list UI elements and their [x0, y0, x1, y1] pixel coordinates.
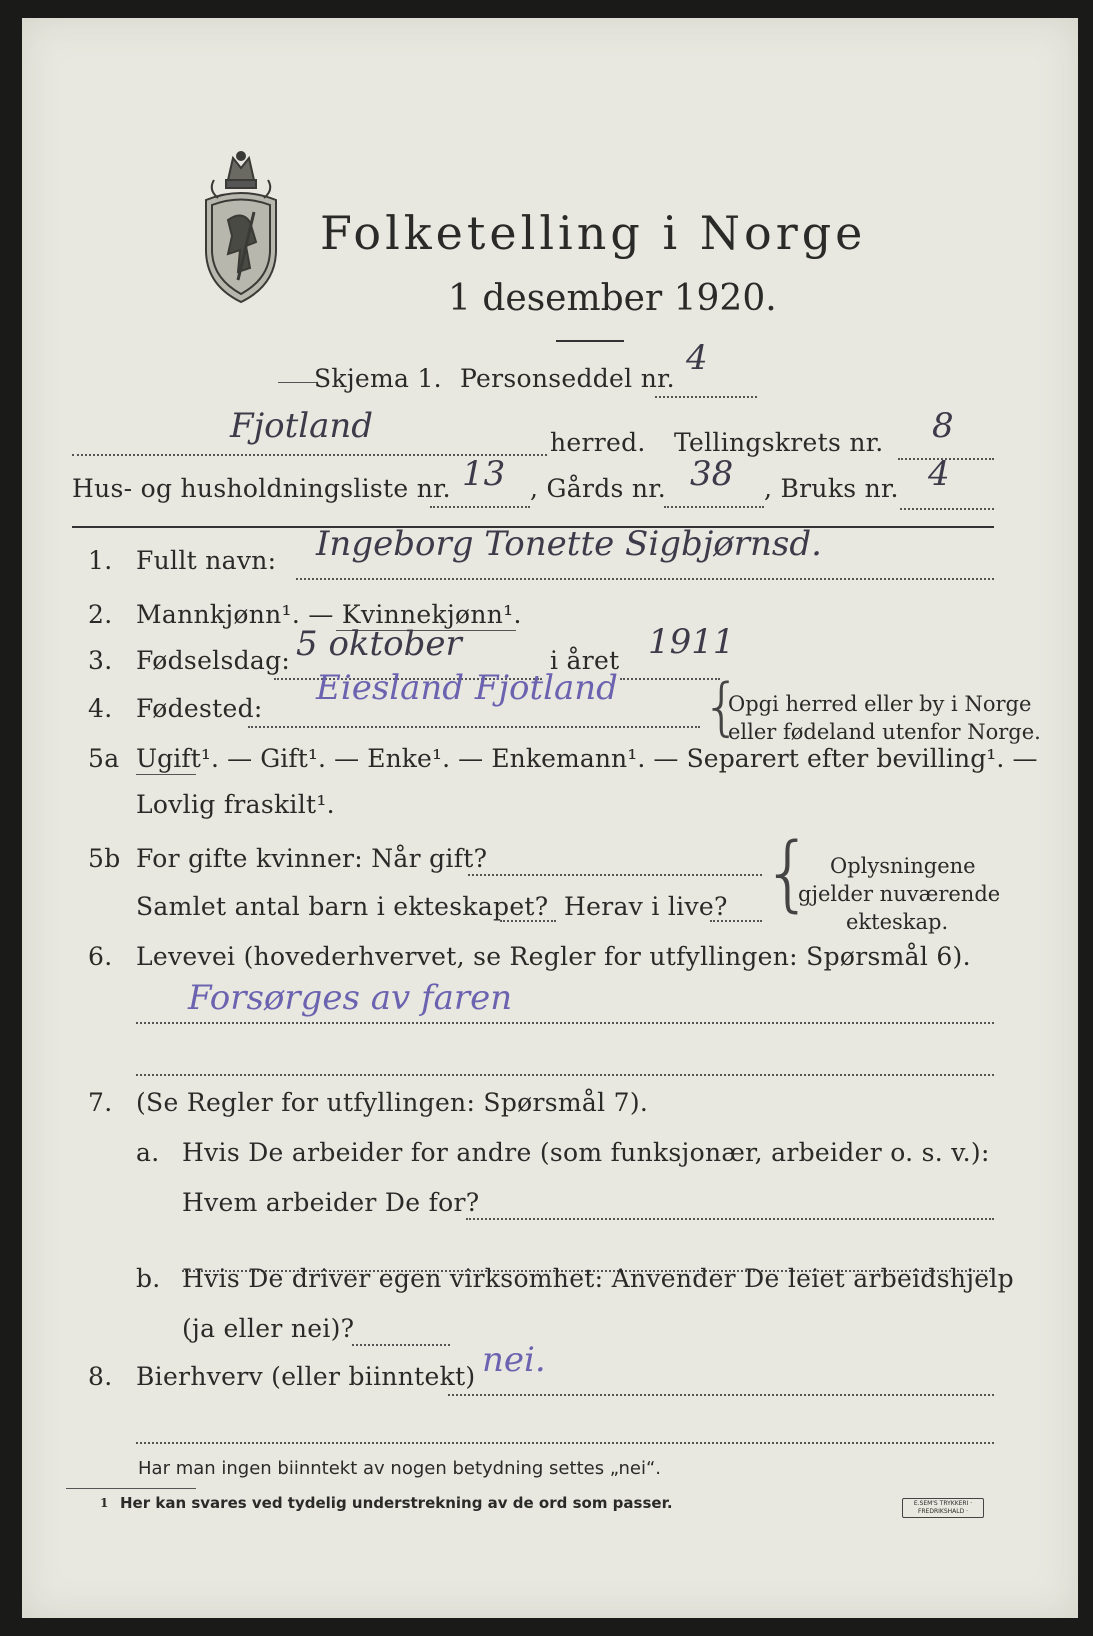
q4-number: 4.	[88, 694, 113, 723]
q1-number: 1.	[88, 546, 113, 575]
q5a-line-1: Ugift¹. — Gift¹. — Enke¹. — Enkemann¹. — Separert efter bevilling¹. —	[136, 744, 1038, 773]
title-divider	[556, 340, 624, 342]
form-title: Folketelling i Norge	[320, 206, 867, 260]
q4-brace: {	[702, 670, 742, 743]
husholdning-dots	[430, 506, 530, 508]
q5b-line-1: For gifte kvinner: Når gift?	[136, 844, 488, 873]
q4-label: Fødested:	[136, 694, 263, 723]
bruks-value: 4	[928, 454, 950, 494]
coat-of-arms-icon	[198, 150, 284, 306]
q4-value: Eiesland Fjotland	[316, 668, 618, 708]
census-date: 1 desember 1920.	[448, 278, 777, 319]
q7a-line-1: Hvis De arbeider for andre (som funksjonær, arbeider o. s. v.):	[182, 1138, 990, 1167]
tellingskrets-label: Tellingskrets nr.	[674, 428, 884, 457]
q7-number: 7.	[88, 1088, 113, 1117]
tellingskrets-value: 8	[932, 406, 954, 446]
gards-value: 38	[690, 454, 734, 494]
printer-stamp	[902, 1498, 984, 1518]
q7a-letter: a.	[136, 1138, 160, 1167]
q5b-line-2b: Herav i live?	[564, 892, 728, 921]
personseddel-value: 4	[686, 338, 708, 378]
footer-note: Har man ingen biinntekt av nogen betydning settes „nei“.	[138, 1458, 662, 1479]
q6-line-1	[136, 1022, 994, 1024]
q7a-employer-dots	[466, 1218, 994, 1220]
q3-year-label: i året	[550, 646, 620, 675]
q7b-line-1: Hvis De driver egen virksomhet: Anvender De leiet arbeidshjelp	[182, 1264, 1014, 1293]
q8-number: 8.	[88, 1362, 113, 1391]
q8-dots	[448, 1394, 994, 1396]
q4-note-2: eller fødeland utenfor Norge.	[728, 720, 1041, 744]
husholdning-value: 13	[462, 454, 506, 494]
q3-day-value: 5 oktober	[296, 624, 462, 664]
gards-dots	[664, 506, 764, 508]
personseddel-dots	[655, 396, 757, 398]
q2-label: Mannkjønn¹. — Kvinnekjønn¹.	[136, 600, 522, 629]
q5b-line-2a: Samlet antal barn i ekteskapet?	[136, 892, 549, 921]
q7b-answer-dots	[352, 1344, 450, 1346]
herred-value: Fjotland	[230, 406, 374, 446]
q1-value: Ingeborg Tonette Sigbjørnsd.	[316, 524, 822, 564]
footnote-text: Her kan svares ved tydelig understrekning av de ord som passer.	[120, 1494, 673, 1512]
footnote-mark: 1	[100, 1496, 109, 1510]
census-form	[22, 18, 1078, 1618]
bruks-label: , Bruks nr.	[764, 474, 899, 503]
q6-label: Levevei (hovederhvervet, se Regler for utfyllingen: Spørsmål 6).	[136, 942, 971, 971]
q5a-underline	[136, 774, 196, 775]
q6-line-2	[136, 1074, 994, 1076]
q6-number: 6.	[88, 942, 113, 971]
q5b-alive-dots	[710, 920, 762, 922]
q1-dots	[296, 578, 994, 580]
q5b-number: 5b	[88, 844, 121, 873]
printer-stamp-text: E.SEM'S TRYKKERI · FREDRIKSHALD ·	[913, 1500, 973, 1515]
q3-label: Fødselsdag:	[136, 646, 291, 675]
q5b-note-3: ekteskap.	[846, 910, 949, 934]
q7-label: (Se Regler for utfyllingen: Spørsmål 7).	[136, 1088, 649, 1117]
q5b-brace: {	[762, 826, 815, 921]
schema-label: Skjema 1.	[314, 364, 442, 393]
q7b-letter: b.	[136, 1264, 161, 1293]
footnote-rule	[66, 1488, 196, 1489]
q5a-line-2: Lovlig fraskilt¹.	[136, 790, 335, 819]
schema-strike	[278, 382, 318, 383]
bruks-dots	[900, 508, 994, 510]
personseddel-label: Personseddel nr.	[460, 364, 675, 393]
q7a-line-2: Hvem arbeider De for?	[182, 1188, 480, 1217]
q1-label: Fullt navn:	[136, 546, 277, 575]
q5b-married-dots	[468, 874, 762, 876]
gards-label: , Gårds nr.	[530, 474, 667, 503]
q8-value: nei.	[482, 1340, 546, 1380]
q7b-line-2: (ja eller nei)?	[182, 1314, 355, 1343]
q4-dots	[248, 726, 700, 728]
q5b-children-dots	[500, 920, 556, 922]
q2-number: 2.	[88, 600, 113, 629]
q3-year-value: 1911	[648, 622, 735, 662]
q6-value: Forsørges av faren	[188, 978, 513, 1018]
q8-label: Bierhverv (eller biinntekt)	[136, 1362, 476, 1391]
q5b-note-1: Oplysningene	[830, 854, 976, 878]
herred-label: herred.	[550, 428, 646, 457]
husholdning-label: Hus- og husholdningsliste nr.	[72, 474, 451, 503]
q3-number: 3.	[88, 646, 113, 675]
q8-extra-line	[136, 1442, 994, 1444]
q5b-note-2: gjelder nuværende	[798, 882, 1001, 906]
q4-note-1: Opgi herred eller by i Norge	[728, 692, 1032, 716]
q5a-number: 5a	[88, 744, 120, 773]
